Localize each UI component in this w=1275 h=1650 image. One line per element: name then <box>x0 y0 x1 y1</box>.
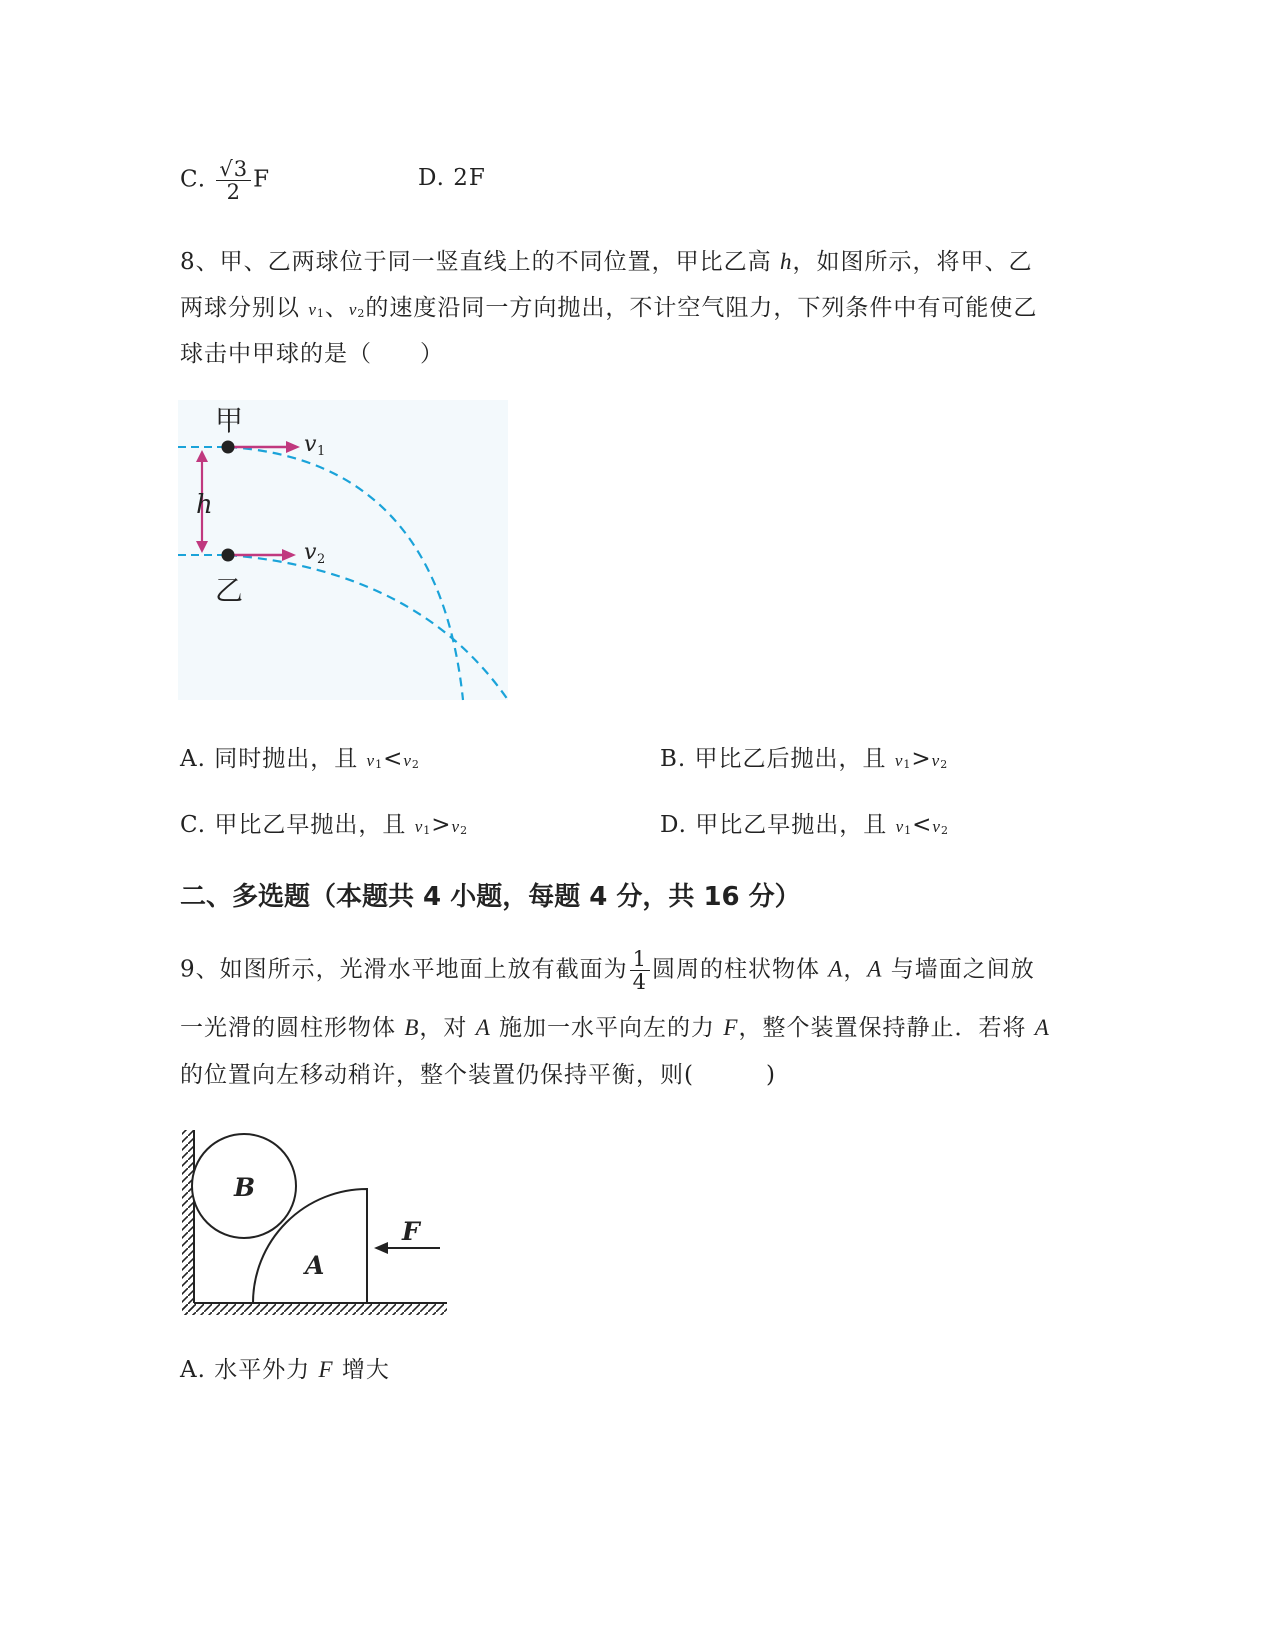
label-h: h <box>196 490 213 520</box>
q9-line-2 <box>180 1013 1050 1043</box>
var-v: v <box>451 817 461 836</box>
q8-text: 两球分别以 <box>180 295 309 321</box>
sub: 1 <box>375 758 384 771</box>
fraction-denominator: 4 <box>632 970 648 994</box>
q8-line-3: 球击中甲球的是（ ） <box>180 341 444 367</box>
var-A: A <box>475 1015 491 1040</box>
section-2-heading: 二、多选题（本题共 4 小题，每题 4 分，共 16 分） <box>180 882 801 912</box>
q8-line-1 <box>180 247 1032 277</box>
var-v: v <box>366 751 376 770</box>
option-text: 增大 <box>333 1357 390 1383</box>
option-text: A. 水平外力 <box>180 1357 319 1383</box>
fraction-numerator: 1 <box>630 948 650 971</box>
q8-option-d[interactable] <box>660 810 949 846</box>
label-v2-sub: 2 <box>317 552 326 567</box>
q9-text: ， <box>843 956 868 983</box>
sub: 1 <box>423 824 432 837</box>
q9-text: 施加一水平向左的力 <box>490 1015 724 1041</box>
q7-option-d[interactable]: D. 2F <box>418 165 486 191</box>
var-v2: v <box>348 300 358 319</box>
relation: > <box>911 746 932 772</box>
label-f: F <box>402 1217 420 1246</box>
q8-text: ，如图所示，将甲、乙 <box>792 249 1033 275</box>
sub: 2 <box>940 758 949 771</box>
label-v1: v <box>304 432 317 457</box>
q9-text: 9、如图所示，光滑水平地面上放有截面为 <box>180 956 628 983</box>
q9-text: ，整个装置保持静止．若将 <box>738 1015 1035 1041</box>
label-jia: 甲 <box>215 404 244 437</box>
q8-option-b[interactable] <box>660 744 948 780</box>
var-v1: v <box>308 300 317 319</box>
option-text: C. 甲比乙早抛出，且 <box>180 812 415 838</box>
label-b: B <box>234 1173 256 1202</box>
var-v: v <box>894 751 904 770</box>
q8-projectile-figure <box>178 400 518 705</box>
var-A: A <box>828 956 844 982</box>
q9-text: ，对 <box>419 1015 476 1041</box>
q8-line-2 <box>180 293 1037 329</box>
ball-jia <box>222 441 235 454</box>
q9-text: 一光滑的圆柱形物体 <box>180 1015 405 1041</box>
ball-yi <box>222 549 235 562</box>
q7-option-c-fraction <box>216 158 251 203</box>
force-arrow-head <box>374 1242 388 1254</box>
sub: 2 <box>940 824 949 837</box>
option-text: B. 甲比乙后抛出，且 <box>660 746 895 772</box>
sub: 1 <box>904 824 913 837</box>
var-F: F <box>318 1357 334 1382</box>
q7-option-c-label: C. <box>180 166 207 193</box>
q9-line-3: 的位置向左移动稍许，整个装置仍保持平衡，则( ) <box>180 1062 776 1088</box>
var-v1-sub: 1 <box>316 307 325 320</box>
q8-text: 8、甲、乙两球位于同一竖直线上的不同位置，甲比乙高 <box>180 249 780 275</box>
fraction-denominator: 2 <box>226 180 241 204</box>
wall-hatch <box>182 1130 194 1315</box>
option-text: D. 甲比乙早抛出，且 <box>660 812 896 838</box>
label-a: A <box>305 1251 325 1280</box>
relation: > <box>431 812 452 838</box>
q9-text: 与墙面之间放 <box>882 956 1035 983</box>
q9-option-a[interactable] <box>180 1355 390 1385</box>
label-yi: 乙 <box>215 574 244 607</box>
q9-line-1 <box>180 948 1035 993</box>
var-v: v <box>931 751 941 770</box>
label-v1-sub: 1 <box>317 444 326 459</box>
sub: 2 <box>460 824 469 837</box>
var-F: F <box>723 1015 739 1040</box>
option-text: A. 同时抛出，且 <box>180 746 367 772</box>
label-v2: v <box>304 540 317 565</box>
relation: < <box>383 746 404 772</box>
var-v: v <box>414 817 424 836</box>
q7-option-c[interactable] <box>180 158 270 203</box>
ground-hatch <box>182 1303 447 1315</box>
sub: 1 <box>903 758 912 771</box>
sub: 2 <box>411 758 420 771</box>
var-A: A <box>867 956 883 982</box>
q8-text: 、 <box>324 295 349 321</box>
q8-option-c[interactable] <box>180 810 468 846</box>
var-v: v <box>403 751 412 770</box>
var-v: v <box>932 817 941 836</box>
fraction-numerator: √3 <box>216 158 251 181</box>
q9-fraction <box>630 948 650 993</box>
q8-text: 的速度沿同一方向抛出，不计空气阻力，下列条件中有可能使乙 <box>365 295 1038 321</box>
q9-wall-figure <box>180 1128 460 1328</box>
q8-option-a[interactable] <box>180 744 420 780</box>
var-v: v <box>895 817 905 836</box>
var-A: A <box>1034 1015 1050 1040</box>
var-B: B <box>404 1015 420 1040</box>
q9-text: 圆周的柱状物体 <box>652 956 829 983</box>
var-h: h <box>779 249 793 274</box>
relation: < <box>912 812 933 838</box>
q7-option-c-suffix: F <box>253 166 271 193</box>
var-v2-sub: 2 <box>357 307 366 320</box>
